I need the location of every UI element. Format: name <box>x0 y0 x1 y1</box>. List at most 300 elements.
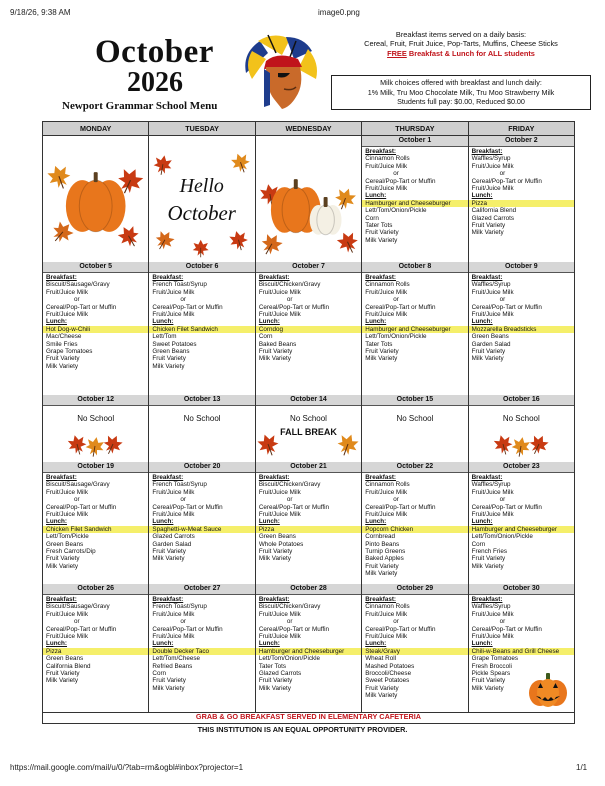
lunch-main-entree: Chili-w-Beans and Grill Cheese <box>469 648 574 655</box>
equal-opportunity-statement: THIS INSTITUTION IS AN EQUAL OPPORTUNITY PROVIDER. <box>197 725 408 734</box>
breakfast-item: Biscuit/Chicken/Gravy <box>258 281 321 289</box>
free-meals-line <box>330 49 592 58</box>
lunch-label: Lunch: <box>152 518 174 526</box>
breakfast-item: Fruit/Juice Milk <box>258 633 301 641</box>
lunch-label: Lunch: <box>258 640 280 648</box>
breakfast-item: Fruit/Juice Milk <box>365 633 408 641</box>
date-label: October 9 <box>469 262 574 273</box>
lunch-side-item: Lett/Tom/Onion/Pickle <box>471 533 533 541</box>
lunch-main-entree: Steak/Gravy <box>362 648 467 655</box>
lunch-side-item: Fruit Variety <box>152 677 186 685</box>
hello-october-illustration-icon <box>149 136 254 262</box>
lunch-side-item: Pickle Spears <box>471 670 511 678</box>
lunch-side-item: Milk Variety <box>471 229 504 237</box>
week-row <box>43 395 574 463</box>
lunch-label: Lunch: <box>471 518 493 526</box>
breakfast-item: or <box>180 296 187 304</box>
milk-info-line2: 1% Milk, Tru Moo Chocolate Milk, Tru Moo Strawberry Milk <box>367 87 555 97</box>
lunch-side-item: Lett/Tom <box>152 333 177 341</box>
menu-title-year: 2026 <box>127 67 183 98</box>
date-label: October 22 <box>362 462 467 473</box>
weekday-header-thursday: THURSDAY <box>362 122 468 136</box>
lunch-side-item: Green Beans <box>46 655 84 663</box>
lunch-side-item: Glazed Carrots <box>152 533 195 541</box>
no-school-label: No School <box>502 414 540 423</box>
breakfast-item: French Toast/Syrup <box>152 281 207 289</box>
pumpkins-illustration-icon <box>256 136 361 262</box>
breakfast-item: Fruit/Juice Milk <box>258 511 301 519</box>
breakfast-item: Biscuit/Chicken/Gravy <box>258 603 321 611</box>
lunch-side-item: Fruit Variety <box>46 355 80 363</box>
date-label: October 1 <box>362 136 467 147</box>
lunch-side-item: Tater Tots <box>365 222 393 230</box>
lunch-side-item: French Fries <box>471 548 507 556</box>
lunch-side-item: Tater Tots <box>258 662 286 670</box>
breakfast-info-line1: Breakfast items served on a daily basis: <box>395 30 527 39</box>
lunch-side-item: Pinto Beans <box>365 540 400 548</box>
lunch-side-item: Mac/Cheese <box>46 333 82 341</box>
day-cell <box>43 462 149 584</box>
free-rest: Breakfast & Lunch for ALL students <box>406 48 535 58</box>
menu-items <box>469 273 574 363</box>
lunch-label: Lunch: <box>471 318 493 326</box>
lunch-main-entree: Corndog <box>256 326 361 333</box>
date-label: October 30 <box>469 584 574 595</box>
milk-info-line1: Milk choices offered with breakfast and lunch daily: <box>380 78 542 87</box>
menu-items <box>149 273 254 370</box>
lunch-main-entree: Pizza <box>256 526 361 533</box>
day-cell <box>362 584 468 712</box>
date-label: October 14 <box>256 395 361 406</box>
lunch-side-item: Lett/Tom/Onion/Pickle <box>365 207 427 215</box>
lunch-side-item: Milk Variety <box>258 555 291 563</box>
lunch-side-item: Fruit Variety <box>365 562 399 570</box>
pumpkin-illustration-icon <box>43 136 148 262</box>
breakfast-item: Fruit/Juice Milk <box>471 185 514 193</box>
breakfast-item: Fruit/Juice Milk <box>365 511 408 519</box>
menu-items <box>43 273 148 370</box>
lunch-side-item: Lett/Tom/Cheese <box>152 655 201 663</box>
fall-break-label: FALL BREAK <box>280 427 337 437</box>
lunch-side-item: Fresh Broccoli <box>471 662 512 670</box>
lunch-side-item: Garden Salad <box>152 540 192 548</box>
breakfast-item: Fruit/Juice Milk <box>46 511 88 519</box>
date-label: October 21 <box>256 462 361 473</box>
lunch-main-entree: Spaghetti-w-Meat Sauce <box>149 526 254 533</box>
day-cell <box>43 584 149 712</box>
lunch-side-item: Smile Fries <box>46 340 78 348</box>
day-cell <box>149 395 255 462</box>
lunch-side-item: Fruit Variety <box>152 548 186 556</box>
no-school-label: No School <box>77 414 115 423</box>
date-label: October 5 <box>43 262 148 273</box>
lunch-main-entree: Pizza <box>469 200 574 207</box>
breakfast-item: Fruit/Juice Milk <box>152 488 195 496</box>
breakfast-item: Cereal/Pop-Tart or Muffin <box>152 503 223 511</box>
lunch-side-item: Fruit Variety <box>152 355 186 363</box>
date-label: October 16 <box>469 395 574 406</box>
breakfast-label: Breakfast: <box>152 596 184 603</box>
day-cell <box>256 262 362 395</box>
no-school-label: No School <box>396 414 434 423</box>
breakfast-item: Cereal/Pop-Tart or Muffin <box>258 503 330 511</box>
menu-items <box>43 595 148 685</box>
breakfast-label: Breakfast: <box>471 274 503 281</box>
lunch-side-item: Milk Variety <box>46 562 79 570</box>
lunch-side-item: Lett/Tom/Onion/Pickle <box>258 655 321 663</box>
print-datetime: 9/18/26, 9:38 AM <box>10 8 71 17</box>
breakfast-item: Waffles/Syrup <box>471 481 511 489</box>
breakfast-item: Fruit/Juice Milk <box>46 610 88 618</box>
breakfast-item: Fruit/Juice Milk <box>471 288 514 296</box>
date-label: October 7 <box>256 262 361 273</box>
lunch-side-item: Green Beans <box>471 333 509 341</box>
day-cell <box>149 462 255 584</box>
breakfast-item: Fruit/Juice Milk <box>471 162 514 170</box>
day-cell <box>469 584 574 712</box>
breakfast-item: Cereal/Pop-Tart or Muffin <box>471 503 542 511</box>
breakfast-item: or <box>393 496 399 504</box>
breakfast-label: Breakfast: <box>365 148 397 155</box>
menu-items <box>43 473 148 570</box>
autumn-leaves-icon <box>43 430 148 462</box>
breakfast-item: or <box>286 296 293 304</box>
lunch-label: Lunch: <box>258 318 280 326</box>
breakfast-item: or <box>74 296 80 304</box>
breakfast-label: Breakfast: <box>365 596 397 603</box>
menu-items <box>149 595 254 692</box>
week-row <box>43 462 574 585</box>
date-label: October 27 <box>149 584 254 595</box>
milk-info-line3: Students full pay: $0.00, Reduced $0.00 <box>397 97 525 106</box>
breakfast-item: Cereal/Pop-Tart or Muffin <box>152 303 223 311</box>
lunch-side-item: Milk Variety <box>152 362 185 370</box>
lunch-side-item: Fruit Variety <box>471 222 506 230</box>
autumn-leaves-icon <box>469 430 574 462</box>
breakfast-item: Biscuit/Sausage/Gravy <box>46 281 110 289</box>
lunch-side-item: Garden Salad <box>471 340 511 348</box>
lunch-side-item: Milk Variety <box>152 684 185 692</box>
day-cell <box>362 462 468 584</box>
breakfast-item: Fruit/Juice Milk <box>46 311 88 319</box>
date-label: October 20 <box>149 462 254 473</box>
breakfast-item: Cereal/Pop-Tart or Muffin <box>152 625 223 633</box>
breakfast-info-line2: Cereal, Fruit, Fruit Juice, Pop-Tarts, Muffins, Cheese Sticks <box>364 39 558 49</box>
no-school-label: No School <box>183 414 221 423</box>
lunch-side-item: California Blend <box>471 207 517 215</box>
breakfast-label: Breakfast: <box>365 474 397 481</box>
lunch-main-entree: Hamburger and Cheeseburger <box>256 648 361 655</box>
breakfast-item: Biscuit/Chicken/Gravy <box>258 481 321 489</box>
menu-items <box>362 595 467 700</box>
breakfast-item: Fruit/Juice Milk <box>46 633 88 641</box>
lunch-main-entree: Chicken Filet Sandwich <box>149 326 254 333</box>
lunch-label: Lunch: <box>152 318 174 326</box>
lunch-main-entree: Double Decker Taco <box>149 648 254 655</box>
lunch-main-entree: Popcorn Chicken <box>362 526 467 533</box>
day-cell <box>362 136 468 262</box>
no-school-label: No School <box>290 414 327 423</box>
breakfast-item: Fruit/Juice Milk <box>46 488 88 496</box>
lunch-side-item: Grape Tomatoes <box>471 655 519 663</box>
breakfast-item: or <box>499 496 506 504</box>
day-cell <box>469 262 574 395</box>
free-word: FREE <box>387 48 407 58</box>
day-cell <box>256 395 362 462</box>
breakfast-item: Fruit/Juice Milk <box>471 488 514 496</box>
lunch-side-item: Milk Variety <box>471 355 504 363</box>
breakfast-item: Cereal/Pop-Tart or Muffin <box>365 625 436 633</box>
date-label: October 15 <box>362 395 467 406</box>
lunch-side-item: Corn <box>471 540 486 548</box>
breakfast-item: Fruit/Juice Milk <box>471 610 514 618</box>
breakfast-label: Breakfast: <box>258 274 290 281</box>
october-text: October <box>167 200 237 225</box>
lunch-side-item: Fruit Variety <box>46 555 80 563</box>
decor-cell <box>256 136 362 262</box>
lunch-side-item: Milk Variety <box>365 692 398 700</box>
breakfast-item: French Toast/Syrup <box>152 481 207 489</box>
breakfast-item: Waffles/Syrup <box>471 155 511 163</box>
lunch-main-entree: Hamburger and Cheeseburger <box>362 200 467 207</box>
day-cell <box>149 262 255 395</box>
lunch-main-entree: Hamburger and Cheeseburger <box>362 326 467 333</box>
lunch-side-item: Glazed Carrots <box>258 670 302 678</box>
breakfast-item: Cinnamon Rolls <box>365 281 410 289</box>
day-cell <box>469 136 574 262</box>
breakfast-item: Fruit/Juice Milk <box>365 288 408 296</box>
lunch-side-item: Fruit Variety <box>46 670 80 678</box>
week-row <box>43 262 574 396</box>
day-cell <box>43 395 149 462</box>
lunch-side-item: Wheat Roll <box>365 655 397 663</box>
lunch-side-item: Fruit Variety <box>471 555 506 563</box>
breakfast-item: Fruit/Juice Milk <box>258 610 301 618</box>
lunch-side-item: Green Beans <box>46 540 84 548</box>
menu-items <box>362 147 467 244</box>
breakfast-item: Cereal/Pop-Tart or Muffin <box>258 303 330 311</box>
lunch-label: Lunch: <box>258 518 280 526</box>
lunch-side-item: Baked Beans <box>258 340 297 348</box>
breakfast-item: Cereal/Pop-Tart or Muffin <box>258 625 330 633</box>
mascot-logo-icon <box>238 33 322 113</box>
lunch-side-item: Grape Tomatoes <box>46 348 93 356</box>
breakfast-item: Fruit/Juice Milk <box>152 511 195 519</box>
print-page-number: 1/1 <box>576 763 588 772</box>
breakfast-item: Waffles/Syrup <box>471 603 511 611</box>
lunch-main-entree: Chicken Filet Sandwich <box>43 526 148 533</box>
breakfast-label: Breakfast: <box>471 596 503 603</box>
school-name: Newport Grammar School Menu <box>62 100 218 112</box>
autumn-leaves-icon <box>256 430 361 462</box>
breakfast-item: Fruit/Juice Milk <box>258 311 301 319</box>
date-label: October 8 <box>362 262 467 273</box>
print-url: https://mail.google.com/mail/u/0/?tab=rm&ogbl#inbox?projector=1 <box>10 763 244 772</box>
lunch-main-entree: Hot Dog-w-Chili <box>43 326 148 333</box>
menu-items <box>469 473 574 570</box>
breakfast-info <box>330 30 592 58</box>
breakfast-label: Breakfast: <box>365 274 397 281</box>
day-cell <box>256 462 362 584</box>
lunch-label: Lunch: <box>46 518 67 526</box>
breakfast-item: Fruit/Juice Milk <box>365 185 408 193</box>
lunch-label: Lunch: <box>152 640 174 648</box>
breakfast-item: Fruit/Juice Milk <box>365 311 408 319</box>
breakfast-item: Fruit/Juice Milk <box>152 288 195 296</box>
breakfast-label: Breakfast: <box>152 474 184 481</box>
breakfast-label: Breakfast: <box>46 596 77 603</box>
breakfast-item: French Toast/Syrup <box>152 603 207 611</box>
breakfast-item: or <box>180 618 187 626</box>
weekday-header-row <box>43 122 574 136</box>
week-row <box>43 584 574 713</box>
breakfast-item: or <box>393 618 399 626</box>
date-label: October 29 <box>362 584 467 595</box>
day-cell <box>43 262 149 395</box>
breakfast-item: or <box>499 296 506 304</box>
menu-items <box>362 473 467 578</box>
lunch-side-item: Mashed Potatoes <box>365 662 415 670</box>
breakfast-label: Breakfast: <box>152 274 184 281</box>
breakfast-item: Fruit/Juice Milk <box>471 633 514 641</box>
breakfast-item: Cinnamon Rolls <box>365 603 410 611</box>
breakfast-item: Cinnamon Rolls <box>365 481 410 489</box>
lunch-side-item: Sweet Potatoes <box>365 677 410 685</box>
breakfast-item: Cereal/Pop-Tart or Muffin <box>365 303 436 311</box>
lunch-side-item: Cornbread <box>365 533 395 541</box>
lunch-side-item: Milk Variety <box>471 684 504 692</box>
breakfast-item: Cereal/Pop-Tart or Muffin <box>46 303 117 311</box>
decor-cell <box>149 136 255 262</box>
breakfast-item: or <box>286 496 293 504</box>
breakfast-item: or <box>499 170 506 178</box>
date-label: October 26 <box>43 584 148 595</box>
lunch-label: Lunch: <box>471 640 493 648</box>
menu-items <box>362 273 467 363</box>
print-filename: image0.png <box>318 8 360 17</box>
breakfast-item: Fruit/Juice Milk <box>365 610 408 618</box>
breakfast-item: Fruit/Juice Milk <box>152 633 195 641</box>
breakfast-item: Biscuit/Sausage/Gravy <box>46 481 110 489</box>
day-cell <box>362 395 468 462</box>
lunch-side-item: Milk Variety <box>46 677 79 685</box>
breakfast-item: Cereal/Pop-Tart or Muffin <box>471 303 542 311</box>
milk-info-box <box>331 75 591 110</box>
menu-items <box>256 595 361 692</box>
breakfast-item: Fruit/Juice Milk <box>365 162 408 170</box>
breakfast-item: Biscuit/Sausage/Gravy <box>46 603 110 611</box>
lunch-side-item: Milk Variety <box>152 555 185 563</box>
breakfast-item: Cereal/Pop-Tart or Muffin <box>46 625 117 633</box>
menu-items <box>149 473 254 563</box>
breakfast-item: Cinnamon Rolls <box>365 155 410 163</box>
breakfast-item: Fruit/Juice Milk <box>471 511 514 519</box>
lunch-side-item: Baked Apples <box>365 555 404 563</box>
lunch-side-item: Broccoli/Cheese <box>365 670 412 678</box>
lunch-side-item: Lett/Tom/Onion/Pickle <box>365 333 427 341</box>
menu-calendar <box>42 121 575 724</box>
date-label: October 13 <box>149 395 254 406</box>
jack-o-lantern-icon <box>528 672 568 708</box>
breakfast-label: Breakfast: <box>258 596 290 603</box>
hello-text: Hello <box>180 175 225 198</box>
lunch-side-item: Fruit Variety <box>258 548 293 556</box>
lunch-side-item: Fruit Variety <box>258 677 293 685</box>
breakfast-item: Fruit/Juice Milk <box>258 488 301 496</box>
lunch-side-item: Lett/Tom/Pickle <box>46 533 89 541</box>
lunch-main-entree: Pizza <box>43 648 148 655</box>
weekday-header-tuesday: TUESDAY <box>149 122 255 136</box>
weekday-header-monday: MONDAY <box>43 122 149 136</box>
lunch-side-item: Corn <box>258 333 273 341</box>
breakfast-item: Fruit/Juice Milk <box>46 288 88 296</box>
lunch-label: Lunch: <box>46 640 67 648</box>
lunch-side-item: Milk Variety <box>258 355 291 363</box>
lunch-side-item: Turnip Greens <box>365 548 406 556</box>
lunch-label: Lunch: <box>46 318 67 326</box>
breakfast-item: Fruit/Juice Milk <box>152 311 195 319</box>
lunch-side-item: Milk Variety <box>471 562 504 570</box>
lunch-label: Lunch: <box>365 640 387 648</box>
day-cell <box>149 584 255 712</box>
lunch-side-item: Fruit Variety <box>471 677 506 685</box>
breakfast-item: Fruit/Juice Milk <box>365 488 408 496</box>
lunch-side-item: Milk Variety <box>46 362 79 370</box>
lunch-label: Lunch: <box>365 518 387 526</box>
grab-and-go-notice: GRAB & GO BREAKFAST SERVED IN ELEMENTARY CAFETERIA <box>195 712 422 721</box>
breakfast-item: or <box>286 618 293 626</box>
breakfast-label: Breakfast: <box>46 474 77 481</box>
menu-items <box>256 273 361 363</box>
breakfast-item: Cereal/Pop-Tart or Muffin <box>471 625 542 633</box>
lunch-label: Lunch: <box>365 318 387 326</box>
lunch-label: Lunch: <box>471 192 493 200</box>
lunch-side-item: Whole Potatoes <box>258 540 304 548</box>
day-cell <box>469 395 574 462</box>
lunch-side-item: Corn <box>152 670 167 678</box>
lunch-side-item: Fruit Variety <box>365 229 399 237</box>
breakfast-item: or <box>393 170 399 178</box>
breakfast-item: or <box>180 496 187 504</box>
breakfast-item: or <box>74 618 80 626</box>
lunch-side-item: Milk Variety <box>365 570 398 578</box>
breakfast-label: Breakfast: <box>46 274 77 281</box>
lunch-side-item: Green Beans <box>152 348 190 356</box>
breakfast-label: Breakfast: <box>471 474 503 481</box>
breakfast-item: or <box>499 618 506 626</box>
day-cell <box>362 262 468 395</box>
breakfast-item: or <box>393 296 399 304</box>
lunch-side-item: Milk Variety <box>365 355 398 363</box>
day-cell <box>469 462 574 584</box>
breakfast-item: Fruit/Juice Milk <box>152 610 195 618</box>
breakfast-item: Fruit/Juice Milk <box>258 288 301 296</box>
lunch-side-item: California Blend <box>46 662 91 670</box>
breakfast-item: Cereal/Pop-Tart or Muffin <box>365 177 436 185</box>
day-cell <box>256 584 362 712</box>
date-label: October 2 <box>469 136 574 147</box>
lunch-side-item: Fruit Variety <box>365 684 399 692</box>
breakfast-item: Fruit/Juice Milk <box>471 311 514 319</box>
lunch-side-item: Milk Variety <box>365 236 398 244</box>
breakfast-item: Waffles/Syrup <box>471 281 511 289</box>
menu-items <box>469 147 574 237</box>
week-row <box>43 136 574 263</box>
breakfast-item: Cereal/Pop-Tart or Muffin <box>46 503 117 511</box>
lunch-main-entree: Mozzarella Breadsticks <box>469 326 574 333</box>
date-label: October 19 <box>43 462 148 473</box>
date-label: October 28 <box>256 584 361 595</box>
